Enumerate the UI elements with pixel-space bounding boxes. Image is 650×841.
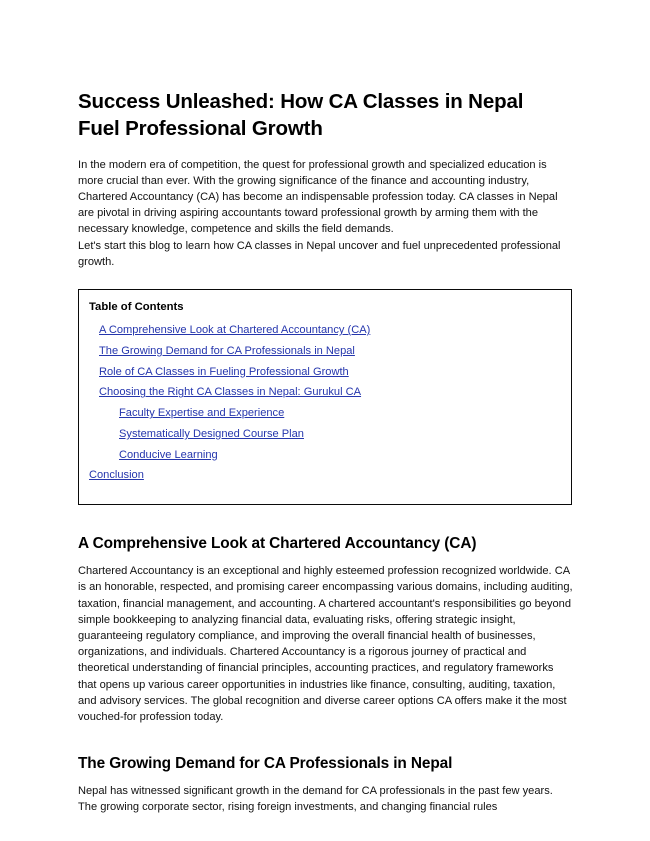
toc-item [89,444,559,465]
table-of-contents-list [89,319,559,485]
section-heading: A Comprehensive Look at Chartered Accountancy (CA) [78,535,477,553]
toc-item [89,360,559,381]
toc-link[interactable]: Conducive Learning [119,448,218,461]
toc-item [89,381,559,402]
intro-paragraph-1: In the modern era of competition, the quest for professional growth and specialized education is more crucial than ever. With the growing significance of the finance and accounting industry, Chartered Accountancy (CA) has become an indispensable profession today. CA classes in Nepal are pivotal in driving aspiring accountants toward professional growth by arming them with the necessary knowledge, competence and skills the field demands. [78,158,558,236]
toc-item [89,402,559,423]
section-growing-demand [78,755,574,815]
toc-item [89,423,559,444]
toc-item [89,464,559,485]
page-title: Success Unleashed: How CA Classes in Nepal Fuel Professional Growth [78,90,524,141]
section-comprehensive-look [78,535,574,725]
section-body: Nepal has witnessed significant growth in the demand for CA professionals in the past few years. The growing corporate sector, rising foreign investments, and changing financial rules [78,785,553,814]
toc-link[interactable]: Conclusion [89,469,144,482]
toc-link[interactable]: Systematically Designed Course Plan [119,427,304,440]
toc-item [89,340,559,361]
section-heading: The Growing Demand for CA Professionals in Nepal [78,755,453,773]
toc-link[interactable]: Choosing the Right CA Classes in Nepal: Gurukul CA [99,386,362,399]
toc-link[interactable]: Faculty Expertise and Experience [119,407,285,420]
section-body: Chartered Accountancy is an exceptional and highly esteemed profession recognized worldwide. CA is an honorable, respected, and promising career encompassing various domains, including auditing, taxation, financial management, and accounting. A chartered accountant's responsibilities go beyond simple bookkeeping to analyzing financial data, evaluating risks, offering strategic insight, guaranteeing regulatory compliance, and improving the overall financial health of businesses, organizations, and individuals. Chartered Accountancy is a rigorous journey of practical and theoretical understanding of financial principles, accounting practices, and regulatory frameworks that opens up various career opportunities in industries like finance, consulting, auditing, taxation, and advisory services. The global recognition and diverse career options CA offers make it the most vouched-for profession today. [78,565,573,723]
toc-link[interactable]: A Comprehensive Look at Chartered Accountancy (CA) [99,324,371,337]
document-content [78,88,574,816]
toc-item [89,319,559,340]
intro-section [78,157,574,270]
toc-link[interactable]: The Growing Demand for CA Professionals in Nepal [99,344,355,357]
table-of-contents [78,289,572,505]
intro-paragraph-2: Let's start this blog to learn how CA classes in Nepal uncover and fuel unprecedented professional growth. [78,239,561,268]
table-of-contents-heading: Table of Contents [89,300,184,313]
toc-link[interactable]: Role of CA Classes in Fueling Professional Growth [99,365,349,378]
